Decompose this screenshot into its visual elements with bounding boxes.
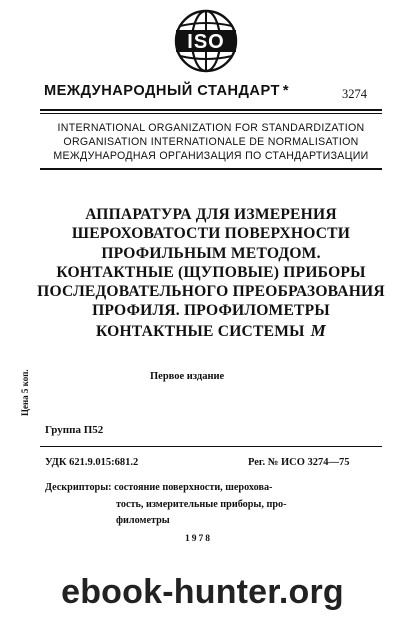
title-line: ПРОФИЛЯ. ПРОФИЛОМЕТРЫ bbox=[92, 302, 330, 320]
title-last-text: КОНТАКТНЫЕ СИСТЕМЫ bbox=[96, 322, 305, 340]
org-name-ru: МЕЖДУНАРОДНАЯ ОРГАНИЗАЦИЯ ПО СТАНДАРТИЗАЦИИ bbox=[53, 150, 369, 162]
title-line: АППАРАТУРА ДЛЯ ИЗМЕРЕНИЯ bbox=[85, 206, 337, 223]
watermark-text: ebook-hunter.org bbox=[61, 573, 344, 611]
org-name-fr: ORGANISATION INTERNATIONALE DE NORMALISATION bbox=[63, 136, 359, 148]
document-title bbox=[30, 205, 392, 341]
title-line: КОНТАКТНЫЕ (ЩУПОВЫЕ) ПРИБОРЫ bbox=[56, 263, 366, 281]
descriptors-text: состояние поверхности, шерохова- bbox=[114, 482, 273, 493]
divider-org bbox=[40, 168, 382, 170]
group-label: Группа П52 bbox=[45, 424, 104, 436]
edition-label: Первое издание bbox=[150, 371, 225, 382]
descriptors-label: Дескрипторы: bbox=[45, 482, 112, 493]
divider-meta bbox=[40, 446, 382, 447]
title-line: ПОСЛЕДОВАТЕЛЬНОГО ПРЕОБРАЗОВАНИЯ bbox=[37, 283, 385, 301]
price-label: Цена 5 коп. bbox=[20, 369, 30, 416]
iso-logo-icon bbox=[174, 8, 238, 74]
iso-logo-text: ISO bbox=[187, 31, 225, 53]
standard-label: МЕЖДУНАРОДНЫЙ СТАНДАРТ bbox=[44, 83, 280, 99]
descriptors-row: филометры bbox=[116, 515, 170, 526]
standard-heading bbox=[44, 83, 374, 99]
standard-number: 3274 bbox=[342, 87, 367, 101]
divider-top-thin bbox=[40, 113, 382, 114]
title-line: ПРОФИЛЬНЫМ МЕТОДОМ. bbox=[101, 244, 321, 262]
publication-year: 1978 bbox=[185, 534, 212, 544]
descriptors-row: тость, измерительные приборы, про- bbox=[116, 498, 287, 510]
registration-number: Рег. № ИСО 3274—75 bbox=[248, 457, 350, 468]
star-mark: * bbox=[282, 83, 290, 99]
title-symbol: M bbox=[310, 320, 326, 340]
title-line-last bbox=[30, 321, 392, 341]
descriptors-row bbox=[45, 480, 390, 497]
org-name-en: INTERNATIONAL ORGANIZATION FOR STANDARDIZATION bbox=[57, 122, 365, 134]
divider-top bbox=[40, 109, 382, 111]
title-line: ШЕРОХОВАТОСТИ ПОВЕРХНОСТИ bbox=[71, 225, 351, 243]
udk-code: УДК 621.9.015:681.2 bbox=[45, 457, 139, 468]
descriptors-block bbox=[45, 480, 390, 530]
